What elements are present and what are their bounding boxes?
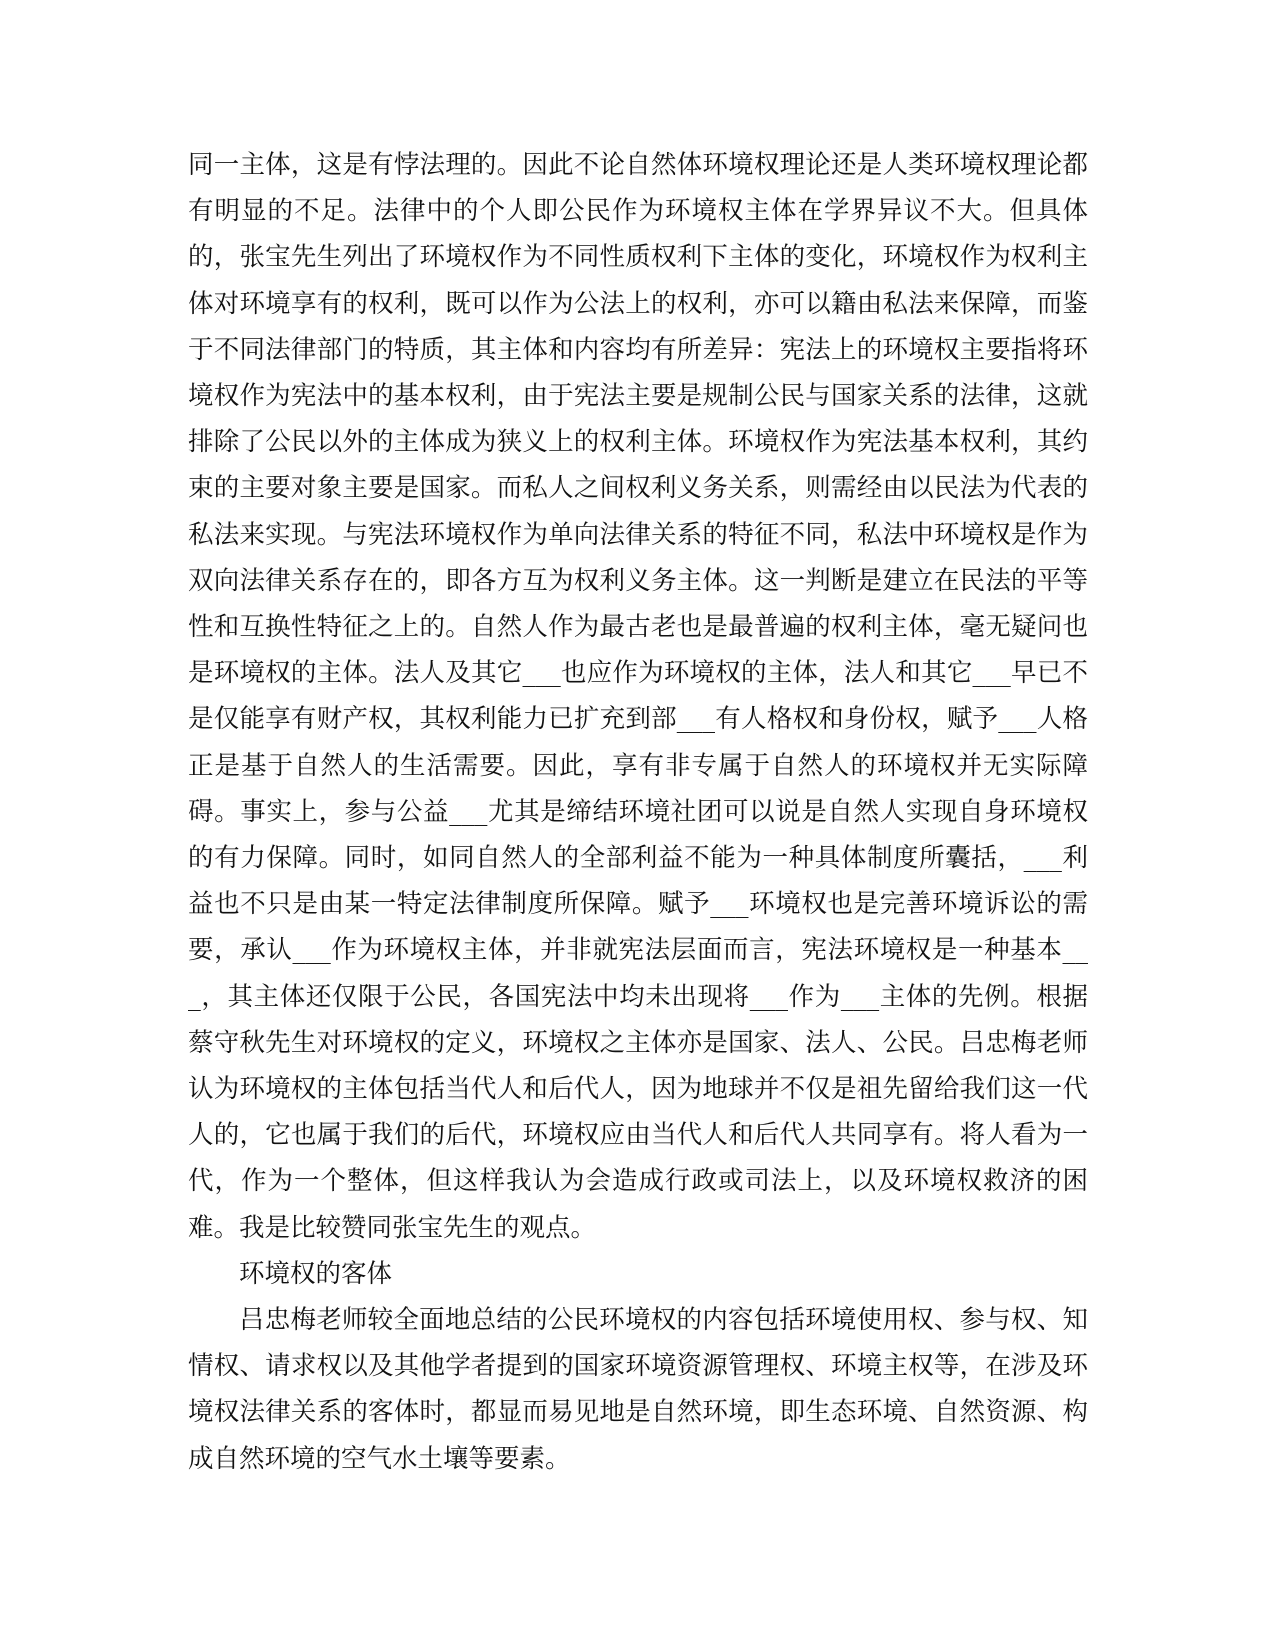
document-body	[188, 142, 1088, 1482]
body-paragraph-object: 吕忠梅老师较全面地总结的公民环境权的内容包括环境使用权、参与权、知情权、请求权以及其他学者提到的国家环境资源管理权、环境主权等，在涉及环境权法律关系的客体时，都显而易见地是自然环境，即生态环境、自然资源、构成自然环境的空气水土壤等要素。	[188, 1305, 1088, 1474]
body-paragraph-subject: 同一主体，这是有悖法理的。因此不论自然体环境权理论还是人类环境权理论都有明显的不足。法律中的个人即公民作为环境权主体在学界异议不大。但具体的，张宝先生列出了环境权作为不同性质权利下主体的变化，环境权作为权利主体对环境享有的权利，既可以作为公法上的权利，亦可以籍由私法来保障，而鉴于不同法律部门的特质，其主体和内容均有所差异：宪法上的环境权主要指将环境权作为宪法中的基本权利，由于宪法主要是规制公民与国家关系的法律，这就排除了公民以外的主体成为狭义上的权利主体。环境权作为宪法基本权利，其约束的主要对象主要是国家。而私人之间权利义务关系，则需经由以民法为代表的私法来实现。与宪法环境权作为单向法律关系的特征不同，私法中环境权是作为双向法律关系存在的，即各方互为权利义务主体。这一判断是建立在民法的平等性和互换性特征之上的。自然人作为最古老也是最普遍的权利主体，毫无疑问也是环境权的主体。法人及其它___也应作为环境权的主体，法人和其它___早已不是仅能享有财产权，其权利能力已扩充到部___有人格权和身份权，赋予___人格正是基于自然人的生活需要。因此，享有非专属于自然人的环境权并无实际障碍。事实上，参与公益___尤其是缔结环境社团可以说是自然人实现自身环境权的有力保障。同时，如同自然人的全部利益不能为一种具体制度所囊括，___利益也不只是由某一特定法律制度所保障。赋予___环境权也是完善环境诉讼的需要，承认___作为环境权主体，并非就宪法层面而言，宪法环境权是一种基本___，其主体还仅限于公民，各国宪法中均未出现将___作为___主体的先例。根据蔡守秋先生对环境权的定义，环境权之主体亦是国家、法人、公民。吕忠梅老师认为环境权的主体包括当代人和后代人，因为地球并不仅是祖先留给我们这一代人的，它也属于我们的后代，环境权应由当代人和后代人共同享有。将人看为一代，作为一个整体，但这样我认为会造成行政或司法上，以及环境权救济的困难。我是比较赞同张宝先生的观点。	[188, 150, 1088, 1243]
section-heading-object: 环境权的客体	[239, 1258, 393, 1289]
